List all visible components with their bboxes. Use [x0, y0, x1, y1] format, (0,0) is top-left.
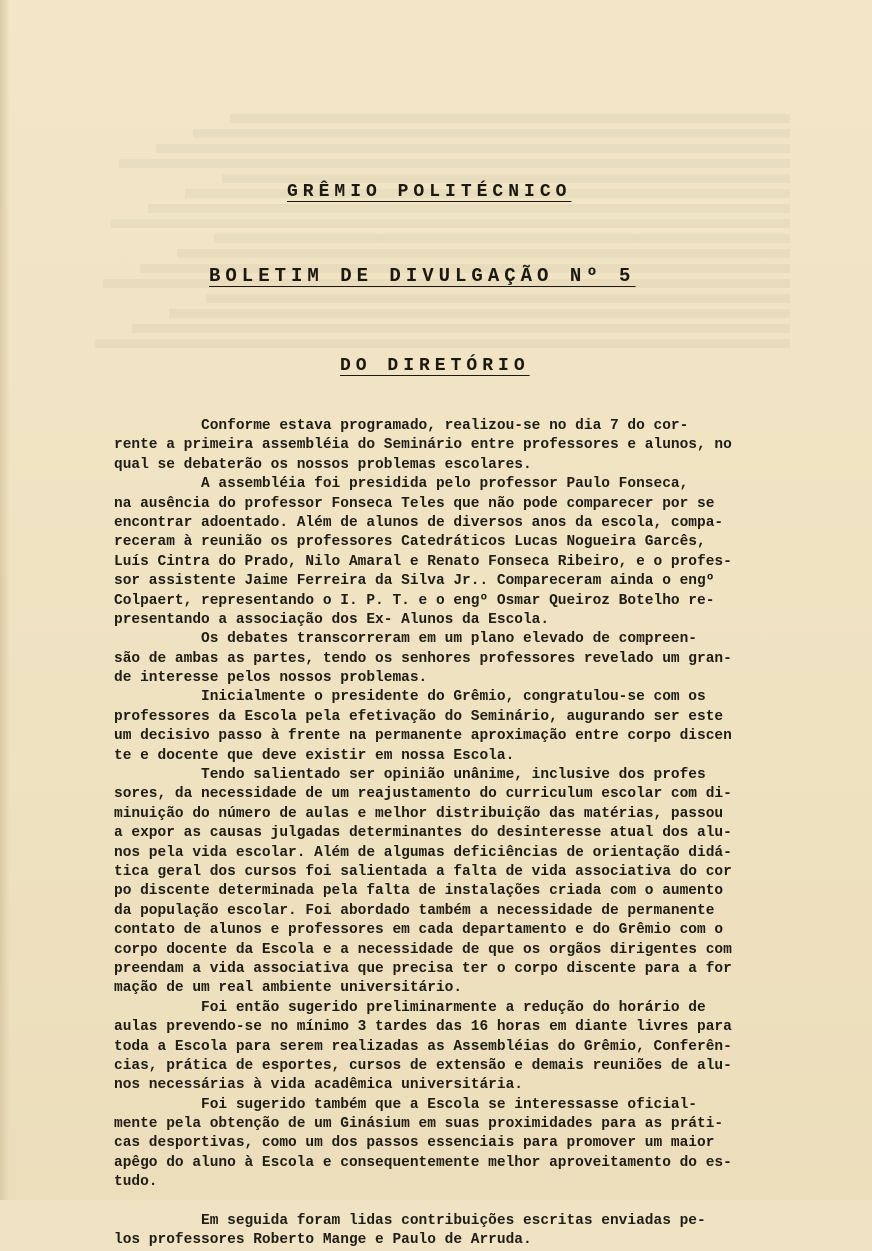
- body-line: na ausência do professor Fonseca Teles que não pode comparecer por se: [114, 495, 715, 512]
- body-line: presentando a associação dos Ex- Alunos da Escola.: [114, 611, 550, 628]
- body-line: mente pela obtenção de um Ginásium em suas proximidades para as práti-: [114, 1116, 724, 1133]
- body-line: Em seguida foram lidas contribuições escritas enviadas pe-: [114, 1213, 706, 1230]
- body-line: tudo.: [114, 1174, 158, 1191]
- show-through-stroke: [111, 219, 790, 228]
- show-through-stroke: [95, 339, 790, 348]
- body-line: cias, prática de esportes, cursos de extensão e demais reuniões de alu-: [114, 1057, 732, 1074]
- document-subtitle: BOLETIM DE DIVULGAÇÃO Nº 5: [209, 265, 636, 287]
- body-line: a expor as causas julgadas determinantes do desinteresse atual dos alu-: [114, 825, 732, 842]
- body-line: corpo docente da Escola e a necessidade de que os orgãos dirigentes com: [114, 941, 732, 958]
- body-line: contato de alunos e professores em cada departamento e do Grêmio com o: [114, 922, 724, 939]
- show-through-stroke: [169, 309, 790, 318]
- show-through-stroke: [148, 204, 790, 213]
- body-line: A assembléia foi presidida pelo professor Paulo Fonseca,: [114, 476, 689, 493]
- body-line: Os debates transcorreram em um plano elevado de compreen-: [114, 631, 697, 648]
- body-line: tica geral dos cursos foi salientada a falta de vida associativa do cor: [114, 863, 732, 880]
- body-line: sores, da necessidade de um reajustamento do curriculum escolar com di-: [114, 786, 732, 803]
- show-through-stroke: [230, 114, 790, 123]
- body-line: apêgo do aluno à Escola e consequentemente melhor aproveitamento do es-: [114, 1154, 732, 1171]
- body-line: rente a primeira assembléia do Seminário entre professores e alunos, no: [114, 437, 732, 454]
- show-through-texture: [90, 108, 790, 358]
- body-line: da população escolar. Foi abordado também a necessidade de permanente: [114, 902, 715, 919]
- body-line: los professores Roberto Mange e Paulo de Arruda.: [114, 1232, 532, 1249]
- body-line: encontrar adoentado. Além de alunos de diversos anos da escola, compa-: [114, 514, 724, 531]
- body-line: aulas prevendo-se no mínimo 3 tardes das 16 horas em diante livres para: [114, 1019, 732, 1036]
- body-line: qual se debaterão os nossos problemas escolares.: [114, 456, 532, 473]
- body-line: receram à reunião os professores Catedráticos Lucas Nogueira Garcês,: [114, 534, 706, 551]
- body-line: Tendo salientado ser opinião unânime, inclusive dos profes: [114, 767, 706, 784]
- show-through-stroke: [177, 249, 790, 258]
- page-edge-shadow: [0, 0, 10, 1200]
- body-line: [114, 1193, 814, 1212]
- body-line: toda a Escola para serem realizadas as Assembléias do Grêmio, Conferên-: [114, 1038, 732, 1055]
- body-line: nos pela vida escolar. Além de algumas deficiências de orientação didá-: [114, 844, 732, 861]
- body-line: professores da Escola pela efetivação do Seminário, augurando ser este: [114, 708, 724, 725]
- body-line: Foi então sugerido preliminarmente a redução do horário de: [114, 999, 706, 1016]
- body-line: cas desportivas, como um dos passos essenciais para promover um maior: [114, 1135, 715, 1152]
- show-through-stroke: [214, 234, 790, 243]
- body-line: mação de um real ambiente universitário.: [114, 980, 463, 997]
- show-through-stroke: [156, 144, 790, 153]
- body-line: minuição do número de aulas e melhor distribuição das matérias, passou: [114, 805, 724, 822]
- show-through-stroke: [132, 324, 790, 333]
- section-heading: DO DIRETÓRIO: [340, 356, 530, 376]
- body-line: sor assistente Jaime Ferreira da Silva Jr.. Compareceram ainda o engº: [114, 573, 715, 590]
- body-line: nos necessárias à vida acadêmica universitária.: [114, 1077, 523, 1094]
- body-line: Colpaert, representando o I. P. T. e o engº Osmar Queiroz Botelho re-: [114, 592, 715, 609]
- document-title: GRÊMIO POLITÉCNICO: [287, 182, 572, 202]
- body-line: Conforme estava programado, realizou-se no dia 7 do cor-: [114, 418, 689, 434]
- body-line: Luís Cintra do Prado, Nilo Amaral e Renato Fonseca Ribeiro, e o profes-: [114, 553, 732, 570]
- body-line: Foi sugerido também que a Escola se interessasse oficial-: [114, 1096, 697, 1113]
- show-through-stroke: [119, 159, 790, 168]
- body-line: Inicialmente o presidente do Grêmio, congratulou-se com os: [114, 689, 706, 706]
- body-line: são de ambas as partes, tendo os senhores professores revelado um gran-: [114, 650, 732, 667]
- body-line: um decisivo passo à frente na permanente aproximação entre corpo discen: [114, 728, 732, 745]
- body-line: de interesse pelos nossos problemas.: [114, 670, 428, 687]
- show-through-stroke: [193, 129, 790, 138]
- document-body: [114, 417, 814, 1251]
- body-line: po discente determinada pela falta de instalações criada com o aumento: [114, 883, 724, 900]
- body-line: te e docente que deve existir em nossa Escola.: [114, 747, 515, 764]
- body-line: preendam a vida associativa que precisa ter o corpo discente para a for: [114, 960, 732, 977]
- show-through-stroke: [206, 294, 790, 303]
